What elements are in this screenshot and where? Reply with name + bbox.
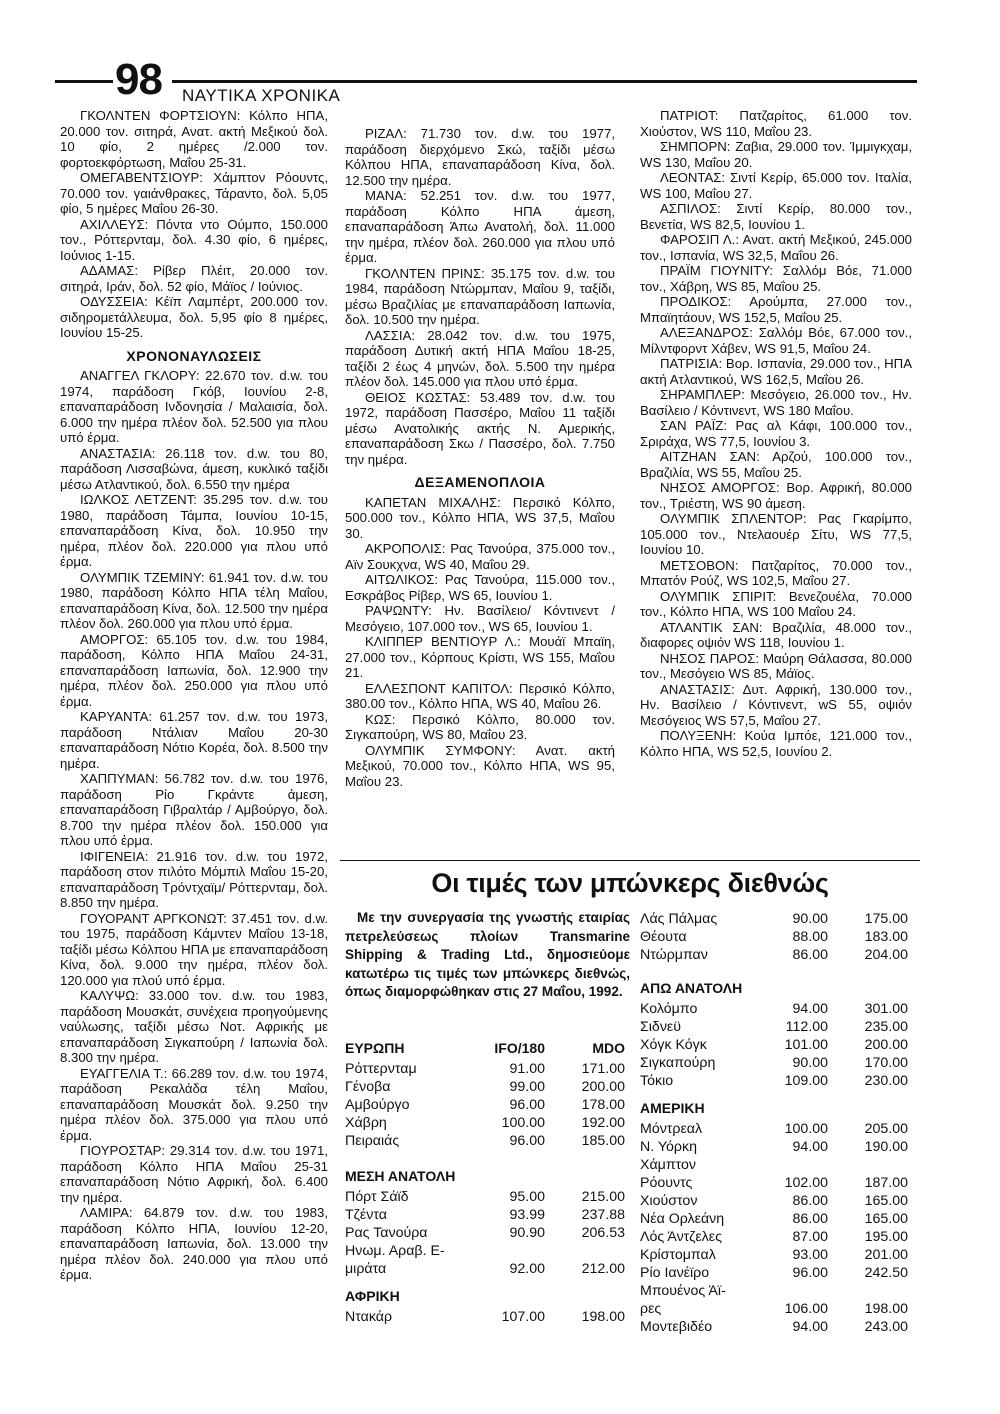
listing-paragraph: ΑΣΠΙΛΟΣ: Σιντί Κερίρ, 80.000 τον., Βενετία, WS 82,5, Ιουνίου 1. [640, 201, 912, 232]
section-title: ΝΑΥΤΙΚΑ ΧΡΟΝΙΚΑ [182, 86, 341, 105]
listing-paragraph: ΟΜΕΓΑΒΕΝΤΣΙΟΥΡ: Χάμπτον Ρόουντς, 70.000 τον. γαιάνθρακες, Τάραντο, δολ. 5,05 φίο, 5 ημέρες Μαΐου 26-30. [60, 170, 328, 216]
listing-paragraph: ΕΥΑΓΓΕΛΙΑ Τ.: 66.289 τον. d.w. του 1974, παράδοση Ρεκαλάδα τέλη Μαΐου, επαναπαράδοση Μουσκάτ δολ. 9.250 την ημέρα πλέον δολ. 375.000 για πλου υπό έρμα. [60, 1065, 328, 1143]
listing-paragraph: ΚΩΣ: Περσικό Κόλπο, 80.000 τον. Σιγκαπούρη, WS 80, Μαΐου 23. [345, 711, 615, 742]
mdo-price: 185.00 [581, 1133, 625, 1149]
header-rule-right [172, 80, 917, 83]
listing-paragraph: ΑΛΕΞΑΝΔΡΟΣ: Σαλλόμ Βόε, 67.000 τον., Μίλντφορντ Χάβεν, WS 91,5, Μαΐου 24. [640, 325, 912, 356]
listing-paragraph: ΛΕΟΝΤΑΣ: Σιντί Κερίρ, 65.000 τον. Ιταλία, WS 100, Μαΐου 27. [640, 170, 912, 201]
price-row [345, 1260, 625, 1278]
ifo-price: 86.00 [792, 1193, 828, 1209]
listing-paragraph: ΠΡΟΔΙΚΟΣ: Αρούμπα, 27.000 τον., Μπαϊητάουν, WS 152,5, Μαΐου 25. [640, 294, 912, 325]
mdo-price: 230.00 [864, 1073, 908, 1089]
price-row [640, 1138, 908, 1156]
page-number: 98 [115, 55, 162, 104]
region-africa: ΑΦΡΙΚΗ [345, 1288, 400, 1304]
price-row [640, 1264, 908, 1282]
ifo-price: 93.00 [792, 1247, 828, 1263]
price-row [345, 1188, 625, 1206]
price-row [345, 1114, 625, 1132]
ifo-price: 102.00 [784, 1175, 828, 1191]
col2-tankers [345, 495, 615, 790]
mdo-price: 178.00 [581, 1097, 625, 1113]
listing-paragraph: ΣΑΝ ΡΑΪΖ: Ρας αλ Κάφι, 100.000 τον., Σριράχα, WS 77,5, Ιουνίου 3. [640, 418, 912, 449]
ifo-price: 88.00 [792, 929, 828, 945]
port-name: Πειραιάς [345, 1133, 400, 1149]
mdo-price: 192.00 [581, 1115, 625, 1131]
listing-paragraph: ΛΑΜΙΡΑ: 64.879 τον. d.w. του 1983, παράδοση Κόλπο ΗΠΑ, Ιουνίου 12-20, επαναπαράδοση Ιαπωνία, δολ. 13.000 την ημέρα πλέον δολ. 240.000 για πλου υπό έρμα. [60, 1205, 328, 1282]
column-header-mdo: MDO [592, 1040, 625, 1056]
header-rule-left [55, 80, 113, 83]
middle-east-rows [345, 1188, 625, 1278]
port-name: Ρόουντς [640, 1175, 693, 1191]
price-row [345, 1132, 625, 1150]
listing-paragraph: ΙΦΙΓΕΝΕΙΑ: 21.916 τον. d.w. του 1972, παράδοση στον πιλότο Μόμπιλ Μαΐου 15-20, επαναπαράδοση Τρόντχαϊμ/ Ρόττερνταμ, δολ. 8.850 την ημέρα. [60, 848, 328, 910]
listing-paragraph: ΝΗΣΟΣ ΑΜΟΡΓΟΣ: Βορ. Αφρική, 80.000 τον., Τριέστη, WS 90 άμεση. [640, 480, 912, 511]
listing-paragraph: ΠΡΑΪΜ ΓΙΟΥΝΙΤΥ: Σαλλόμ Βόε, 71.000 τον., Χάβρη, WS 85, Μαΐου 25. [640, 263, 912, 294]
ifo-price: 90.00 [792, 1055, 828, 1071]
listing-paragraph: ΑΚΡΟΠΟΛΙΣ: Ρας Τανούρα, 375.000 τον., Αϊν Σουκχνα, WS 40, Μαΐου 29. [345, 541, 615, 572]
mdo-price [545, 1242, 625, 1260]
ifo-price: 101.00 [784, 1037, 828, 1053]
port-name: Ρας Τανούρα [345, 1225, 428, 1241]
mdo-price: 200.00 [864, 1037, 908, 1053]
price-row [640, 946, 908, 964]
col3-tankers [640, 108, 912, 759]
listing-paragraph: ΑΧΙΛΛΕΥΣ: Πόντα ντο Ούμπο, 150.000 τον., Ρόττερνταμ, δολ. 4.30 φίο, 6 ημέρες, Ιούνιος 1-15. [60, 216, 328, 263]
region-europe: ΕΥΡΩΠΗ IFO/180 MDO [345, 1036, 625, 1060]
mdo-price: 301.00 [864, 1001, 908, 1017]
port-name: Γένοβα [345, 1079, 391, 1095]
port-name: Θέουτα [640, 929, 687, 945]
port-name: Σιδνεϋ [640, 1019, 681, 1035]
listing-paragraph: ΚΑΛΥΨΩ: 33.000 τον. d.w. του 1983, παράδοση Μουσκάτ, συνέχεια προηγούμενης ναύλωσης, ταξίδι μέσω Νοτ. Αφρικής με επαναπαράδοση Σιγκαπούρη / Ιαπωνία δολ. 8.300 την ημέρα. [60, 988, 328, 1065]
port-name: Χόγκ Κόγκ [640, 1037, 707, 1053]
listing-paragraph: ΑΤΛΑΝΤΙΚ ΣΑΝ: Βραζιλία, 48.000 τον., διαφορες οψιόν WS 118, Ιουνίου 1. [640, 619, 912, 650]
listing-paragraph: ΘΕΙΟΣ ΚΩΣΤΑΣ: 53.489 τον. d.w. του 1972, παράδοση Πασσέρο, Μαΐου 11 ταξίδι μέσω Ανατολικής ακτής Ν. Αμερικής, επαναπαράδοση Σκω / Πασσέρο, δολ. 7.750 την ημέρα. [345, 389, 615, 467]
port-name: Λός Άντζελες [640, 1229, 722, 1245]
listing-paragraph: ΠΑΤΡΙΟΤ: Πατζαρίτος, 61.000 τον. Χιούστον, WS 110, Μαΐου 23. [640, 108, 912, 139]
price-row [345, 1206, 625, 1224]
listing-paragraph: ΟΛΥΜΠΙΚ ΣΥΜΦΟΝΥ: Ανατ. ακτή Μεξικού, 70.000 τον., Κόλπο ΗΠΑ, WS 95, Μαΐου 23. [345, 742, 615, 789]
mdo-price: 170.00 [864, 1055, 908, 1071]
col1-charters [60, 368, 328, 1283]
listing-paragraph: ΚΛΙΠΠΕΡ ΒΕΝΤΙΟΥΡ Λ.: Μουάϊ Μπαϊη, 27.000 τον., Κόρπους Κρίστι, WS 155, Μαΐου 21. [345, 634, 615, 680]
listing-paragraph: ΑΜΟΡΓΟΣ: 65.105 τον. d.w. του 1984, παράδοση, Κόλπο ΗΠΑ Μαΐου 24-31, επαναπαράδοση Ιαπωνία, δολ. 12.900 την ημέρα, πλέον δολ. 250.000 για πλου υπό έρμα. [60, 631, 328, 709]
ifo-price: 93.99 [509, 1207, 545, 1223]
ifo-price: 87.00 [792, 1229, 828, 1245]
africa-cont-rows [640, 910, 908, 964]
port-name: Σιγκαπούρη [640, 1055, 716, 1071]
ifo-price: 112.00 [785, 1019, 828, 1035]
col1-shipments [60, 108, 328, 341]
listing-paragraph: ΡΑΨΩΝΤΥ: Ην. Βασίλειο/ Κόντινεντ / Μεσόγειο, 107.000 τον., WS 65, Ιουνίου 1. [345, 603, 615, 634]
listing-paragraph: ΝΗΣΟΣ ΠΑΡΟΣ: Μαύρη Θάλασσα, 80.000 τον., Μεσόγειο WS 85, Μάϊος. [640, 650, 912, 681]
listing-paragraph: ΣΗΡΑΜΠΛΕΡ: Μεσόγειο, 26.000 τον., Ην. Βασίλειο / Κόντινεντ, WS 180 Μαΐου. [640, 387, 912, 418]
mdo-price [828, 1156, 908, 1174]
port-name: Ρόττερνταμ [345, 1061, 417, 1077]
port-name: Μπουένος Άϊ- [640, 1283, 726, 1299]
mdo-price: 212.00 [581, 1261, 625, 1277]
listing-paragraph: ΓΟΥΟΡΑΝΤ ΑΡΓΚΟΝΩΤ: 37.451 τον. d.w. του 1975, παράδοση Κάμντεν Μαΐου 13-18, ταξίδι μέσω Κόλπου ΗΠΑ με επαναπαράδοση Κίνα, δολ. 9.000 την ημέρα, πλέον δολ. 120.000 για πλού υπό έρμα. [60, 910, 328, 988]
price-row [345, 1308, 625, 1326]
ifo-price [455, 1242, 545, 1260]
port-name: Αμβούργο [345, 1097, 410, 1113]
mdo-price: 195.00 [864, 1229, 908, 1245]
mdo-price: 187.00 [864, 1175, 908, 1191]
listing-paragraph: ΕΛΛΕΣΠΟΝΤ ΚΑΠΙΤΟΛ: Περσικό Κόλπο, 380.00 τον., Κόλπο ΗΠΑ, WS 40, Μαΐου 26. [345, 680, 615, 711]
column-2 [345, 126, 615, 789]
mdo-price: 215.00 [581, 1189, 625, 1205]
bunker-table-right [640, 910, 908, 1336]
mdo-price: 205.00 [864, 1121, 908, 1137]
price-row [640, 1300, 908, 1318]
price-row [640, 1210, 908, 1228]
mdo-price: 243.00 [864, 1319, 908, 1335]
far-east-rows [640, 1000, 908, 1090]
price-row [345, 1096, 625, 1114]
price-row [640, 1000, 908, 1018]
africa-rows [345, 1308, 625, 1326]
mdo-price: 206.53 [581, 1225, 625, 1241]
port-name: Τζέντα [345, 1207, 387, 1223]
port-name: Λάς Πάλμας [640, 911, 718, 927]
port-name: Χάμπτον [640, 1157, 697, 1173]
listing-paragraph: ΛΑΣΣΙΑ: 28.042 τον. d.w. του 1975, παράδοση Δυτική ακτή ΗΠΑ Μαΐου 18-25, ταξίδι 2 έως 4 μηνών, δολ. 5.500 την ημέρα πλέον δολ. 145.000 για πλου υπό έρμα. [345, 327, 615, 389]
mdo-price [828, 1282, 908, 1300]
listing-paragraph: ΣΗΜΠΟΡΝ: Ζαβια, 29.000 τον. Ίμμιγκχαμ, WS 130, Μαΐου 20. [640, 139, 912, 170]
column-1 [60, 108, 328, 1283]
port-name: Κρίστομπαλ [640, 1247, 716, 1263]
ifo-price: 94.00 [792, 1139, 828, 1155]
price-row [640, 910, 908, 928]
listing-paragraph: ΟΔΥΣΣΕΙΑ: Κέϊπ Λαμπέρτ, 200.000 τον. σιδηρομετάλλευμα, δολ. 5,95 φίο 8 ημέρες, Ιουνίου 15-25. [60, 294, 328, 340]
mdo-price: 198.00 [581, 1309, 625, 1325]
ifo-price: 94.00 [792, 1001, 828, 1017]
price-row [640, 1228, 908, 1246]
region-america: ΑΜΕΡΙΚΗ [640, 1100, 705, 1116]
mdo-price: 175.00 [864, 911, 908, 927]
ifo-price: 90.90 [509, 1225, 545, 1241]
col2-charters [345, 126, 615, 467]
listing-paragraph: ΦΑΡΟΣΙΠ Λ.: Ανατ. ακτή Μεξικού, 245.000 τον., Ισπανία, WS 32,5, Μαΐου 26. [640, 232, 912, 263]
port-name: Τόκιο [640, 1073, 674, 1089]
heading-tankers: ΔΕΞΑΜΕΝΟΠΛΟΙΑ [414, 474, 546, 490]
listing-paragraph: ΑΝΑΓΓΕΛ ΓΚΛΟΡΥ: 22.670 τον. d.w. του 1974, παράδοση Γκόβ, Ιουνίου 2-8, επαναπαράδοση Ινδονησία / Μαλαισία, δολ. 6.000 την ημέρα πλέον δολ. 52.500 για πλου υπό έρμα. [60, 368, 328, 445]
bunker-intro: Με την συνεργασία της γνωστής εταιρίας πετρελεύσεως πλοίων Transmarine Shipping & Trading Ltd., δημοσιεύομε κατωτέρω τις τιμές των μπώνκερς διεθνώς, όπως διαμορφώθηκαν στις 27 Μαΐου, 1992. [345, 910, 630, 999]
region-middle-east: ΜΕΣΗ ΑΝΑΤΟΛΗ [345, 1168, 456, 1184]
ifo-price: 86.00 [792, 947, 828, 963]
ifo-price: 91.00 [509, 1061, 545, 1077]
price-row [640, 1282, 908, 1300]
ifo-price: 96.00 [509, 1133, 545, 1149]
mdo-price: 201.00 [864, 1247, 908, 1263]
listing-paragraph: ΟΛΥΜΠΙΚ ΣΠΛΕΝΤΟΡ: Ρας Γκαρίμπο, 105.000 τον., Ντελαουέρ Σίτυ, WS 77,5, Ιουνίου 10. [640, 511, 912, 557]
ifo-price: 92.00 [509, 1261, 545, 1277]
mdo-price: 242.50 [864, 1265, 908, 1281]
mdo-price: 171.00 [581, 1061, 625, 1077]
mdo-price: 235.00 [864, 1019, 908, 1035]
listing-paragraph: ΓΚΟΛΝΤΕΝ ΠΡΙΝΣ: 35.175 τον. d.w. του 1984, παράδοση Ντώρμπαν, Μαΐου 9, ταξίδι, μέσω Βραζιλίας με επαναπαράδοση Ιαπωνία, δολ. 10.500 την ημέρα. [345, 265, 615, 327]
listing-paragraph: ΑΙΤΖΗΑΝ ΣΑΝ: Αρζού, 100.000 τον., Βραζιλία, WS 55, Μαΐου 25. [640, 449, 912, 480]
mdo-price: 200.00 [581, 1079, 625, 1095]
listing-paragraph: ΙΩΛΚΟΣ ΛΕΤΖΕΝΤ: 35.295 τον. d.w. του 1980, παράδοση Τάμπα, Ιουνίου 10-15, επαναπαράδοση Κίνα, δολ. 10.950 την ημέρα, πλέον δολ. 220.000 για πλου υπό έρμα. [60, 492, 328, 569]
price-row [640, 1246, 908, 1264]
port-name: Ντώρμπαν [640, 947, 708, 963]
listing-paragraph: ΡΙΖΑΛ: 71.730 τον. d.w. του 1977, παράδοση διερχόμενο Σκώ, ταξίδι μέσω Κόλπου ΗΠΑ, επαναπαράδοση Κίνα, δολ. 12.500 την ημέρα. [345, 126, 615, 188]
listing-paragraph: ΜΑΝΑ: 52.251 τον. d.w. του 1977, παράδοση Κόλπο ΗΠΑ άμεση, επαναπαράδοση Άπω Ανατολή, δολ. 11.000 την ημέρα, πλέον δολ. 260.000 για πλου υπό έρμα. [345, 188, 615, 265]
region-far-east: ΑΠΩ ΑΝΑΤΟΛΗ [640, 980, 743, 996]
europe-rows [345, 1060, 625, 1150]
listing-paragraph: ΑΙΤΩΛΙΚΟΣ: Ρας Τανούρα, 115.000 τον., Εσκράβος Ρίβερ, WS 65, Ιουνίου 1. [345, 572, 615, 603]
ifo-price: 94.00 [792, 1319, 828, 1335]
bunker-table-left [345, 1030, 625, 1326]
port-name: Χιούστον [640, 1193, 698, 1209]
ifo-price: 90.00 [792, 911, 828, 927]
port-name: Μοντεβιδέο [640, 1319, 713, 1335]
ifo-price: 106.00 [784, 1301, 828, 1317]
mdo-price: 204.00 [864, 947, 908, 963]
price-row [640, 1018, 908, 1036]
mdo-price: 190.00 [864, 1139, 908, 1155]
listing-paragraph: ΟΛΥΜΠΙΚ ΤΖΕΜΙΝΥ: 61.941 τον. d.w. του 1980, παράδοση Κόλπο ΗΠΑ τέλη Μαΐου, επαναπαράδοση Κίνα, δολ. 12.500 την ημέρα πλέον δολ. 260.000 για πλου υπό έρμα. [60, 569, 328, 631]
port-name: Πόρτ Σάϊδ [345, 1189, 409, 1205]
price-row [640, 1120, 908, 1138]
mdo-price: 183.00 [864, 929, 908, 945]
price-row [345, 1224, 625, 1242]
mdo-price: 198.00 [864, 1301, 908, 1317]
price-row [345, 1060, 625, 1078]
ifo-price: 99.00 [509, 1079, 545, 1095]
port-name: Χάβρη [345, 1115, 387, 1131]
port-name: Μόντρεαλ [640, 1121, 703, 1137]
listing-paragraph: ΜΕΤΣΟΒΟΝ: Πατζαρίτος, 70.000 τον., Μπατόν Ρούζ, WS 102,5, Μαΐου 27. [640, 557, 912, 588]
listing-paragraph: ΠΟΛΥΞΕΝΗ: Κούα Ιμπόε, 121.000 τον., Κόλπο ΗΠΑ, WS 52,5, Ιουνίου 2. [640, 728, 912, 759]
price-row [640, 1318, 908, 1336]
port-name: ρες [640, 1301, 662, 1317]
port-name: Ν. Υόρκη [640, 1139, 697, 1155]
listing-paragraph: ΓΙΟΥΡΟΣΤΑΡ: 29.314 τον. d.w. του 1971, παράδοση Κόλπο ΗΠΑ Μαΐου 25-31 επαναπαράδοση Νότιο Αφρική, δολ. 6.400 την ημέρα. [60, 1143, 328, 1205]
mdo-price: 165.00 [864, 1211, 908, 1227]
ifo-price: 107.00 [501, 1309, 545, 1325]
price-row [640, 1036, 908, 1054]
ifo-price: 109.00 [784, 1073, 828, 1089]
bunker-headline: Οι τιμές των μπώνκερς διεθνώς [431, 868, 829, 898]
ifo-price [738, 1282, 828, 1300]
listing-paragraph: ΚΑΡΥΑΝΤΑ: 61.257 τον. d.w. του 1973, παράδοση Ντάλιαν Μαΐου 20-30 επαναπαράδοση Νότιο Κορέα, δολ. 8.500 την ημέρα. [60, 709, 328, 771]
ifo-price: 100.00 [784, 1121, 828, 1137]
america-rows [640, 1120, 908, 1336]
listing-paragraph: ΠΑΤΡΙΣΙΑ: Βορ. Ισπανία, 29.000 τον., ΗΠΑ ακτή Ατλαντικού, WS 162,5, Μαΐου 26. [640, 356, 912, 387]
listing-paragraph: ΑΝΑΣΤΑΣΙΑ: 26.118 τον. d.w. του 80, παράδοση Λισσαβώνα, άμεση, κυκλικό ταξίδι μέσω Ατλαντικού, δολ. 6.550 την ημέρα [60, 445, 328, 492]
ifo-price [738, 1156, 828, 1174]
price-row [640, 1174, 908, 1192]
listing-paragraph: ΑΔΑΜΑΣ: Ρίβερ Πλέιτ, 20.000 τον. σιτηρά, Ιράν, δολ. 52 φίο, Μάϊος / Ιούνιος. [60, 263, 328, 294]
price-row [345, 1078, 625, 1096]
column-3 [640, 108, 912, 759]
listing-paragraph: ΧΑΠΠΥΜΑΝ: 56.782 τον. d.w. του 1976, παράδοση Ρίο Γκράντε άμεση, επαναπαράδοση Γιβραλτάρ / Αμβούργο, δολ. 8.700 την ημέρα πλέον δολ. 150.000 για πλου υπό έρμα. [60, 771, 328, 848]
ifo-price: 86.00 [792, 1211, 828, 1227]
column-header-ifo: IFO/180 [494, 1040, 545, 1056]
price-row [640, 1054, 908, 1072]
ifo-price: 96.00 [509, 1097, 545, 1113]
ifo-price: 100.00 [501, 1115, 545, 1131]
price-row [345, 1242, 625, 1260]
mdo-price: 165.00 [864, 1193, 908, 1209]
port-name: μιράτα [345, 1261, 387, 1277]
listing-paragraph: ΑΝΑΣΤΑΣΙΣ: Δυτ. Αφρική, 130.000 τον., Ην. Βασίλειο / Κόντινεντ, wS 55, οψιόν Μεσόγειος WS 57,5, Μαΐου 27. [640, 681, 912, 728]
port-name: Ρίο Ιανέϊρο [640, 1265, 710, 1281]
ifo-price: 95.00 [509, 1189, 545, 1205]
mdo-price: 237.88 [581, 1207, 625, 1223]
heading-chartering: ΧΡΟΝΟΝΑΥΛΩΣΕΙΣ [126, 347, 262, 364]
price-row [640, 1072, 908, 1090]
listing-paragraph: ΚΑΠΕΤΑΝ ΜΙΧΑΛΗΣ: Περσικό Κόλπο, 500.000 τον., Κόλπο ΗΠΑ, WS 37,5, Μαΐου 30. [345, 494, 615, 541]
port-name: Νέα Ορλεάνη [640, 1211, 725, 1227]
price-row [640, 1156, 908, 1174]
port-name: Ηνωμ. Αραβ. Ε- [345, 1243, 445, 1259]
port-name: Κολόμπο [640, 1001, 698, 1017]
listing-paragraph: ΓΚΟΛΝΤΕΝ ΦΟΡΤΣΙΟΥΝ: Κόλπο ΗΠΑ, 20.000 τον. σιτηρά, Ανατ. ακτή Μεξικού δολ. 10 φίο, 2 ημέρες /2.000 τον. φορτοεκφόρτωση, Μαΐου 25-31. [60, 108, 328, 170]
price-row [640, 1192, 908, 1210]
port-name: Ντακάρ [345, 1309, 393, 1325]
bunker-top-rule [340, 860, 920, 861]
ifo-price: 96.00 [792, 1265, 828, 1281]
price-row [640, 928, 908, 946]
listing-paragraph: ΟΛΥΜΠΙΚ ΣΠΙΡΙΤ: Βενεζουέλα, 70.000 τον., Κόλπο ΗΠΑ, WS 100 Μαΐου 24. [640, 588, 912, 619]
